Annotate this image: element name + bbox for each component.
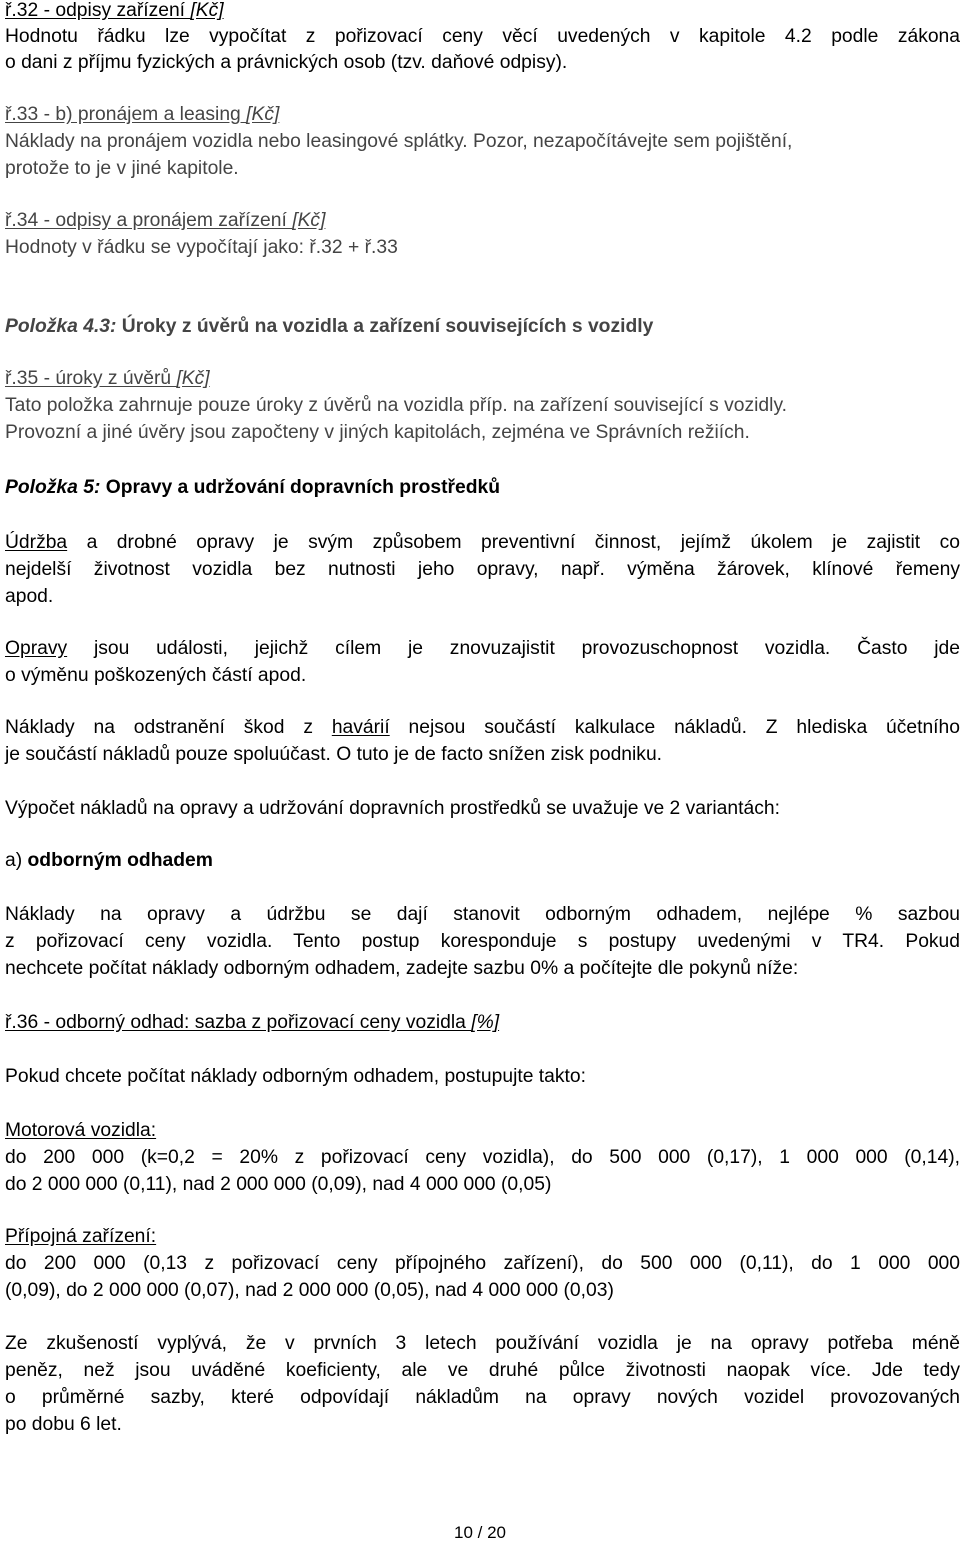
- trailer-line2: (0,09), do 2 000 000 (0,07), nad 2 000 000 (0,05), nad 4 000 000 (0,03): [5, 1280, 614, 1301]
- maint-line3: apod.: [5, 586, 54, 607]
- item-4-3-heading: Položka 4.3: Úroky z úvěrů na vozidla a zařízení souvisejících s vozidly: [5, 316, 654, 337]
- howto-line1: Pokud chcete počítat náklady odborným odhadem, postupujte takto:: [5, 1066, 586, 1087]
- accidents-line1: Náklady na odstranění škod z havárií nejsou součástí kalkulace nákladů. Z hlediska účetního: [5, 717, 960, 738]
- experience-line2: peněz, než jsou uváděné koeficienty, ale ve druhé půlce životnosti naopak více. Jde tedy: [5, 1360, 960, 1381]
- maint-line1: Údržba a drobné opravy je svým způsobem preventivní činnost, jejímž úkolem je zajistit co: [5, 532, 960, 553]
- r35-title-text: ř.35 - úroky z úvěrů [Kč]: [5, 368, 210, 389]
- motor-line2: do 2 000 000 (0,11), nad 2 000 000 (0,09), nad 4 000 000 (0,05): [5, 1174, 552, 1195]
- trailer-heading: Přípojná zařízení:: [5, 1226, 157, 1247]
- r33-title: [5, 102, 960, 129]
- r32-title: [5, 0, 960, 25]
- maint-line2: nejdelší životnost vozidla bez nutnosti jeho opravy, např. výměna žárovek, klínové řemeny: [5, 559, 960, 580]
- trailer-line1: do 200 000 (0,13 z pořizovací ceny přípojného zařízení), do 500 000 (0,11), do 1 000 000: [5, 1253, 960, 1274]
- r32-line2: o dani z příjmu fyzických a právnických osob (tzv. daňové odpisy).: [5, 52, 568, 73]
- motor-line1: do 200 000 (k=0,2 = 20% z pořizovací ceny vozidla), do 500 000 (0,17), 1 000 000 (0,14),: [5, 1147, 960, 1168]
- variant-a-heading: a) odborným odhadem: [5, 850, 213, 871]
- repairs-line2: o výměnu poškozených částí apod.: [5, 665, 307, 686]
- r35-title: [5, 366, 960, 393]
- r34-line1: Hodnoty v řádku se vypočítají jako: ř.32 + ř.33: [5, 237, 398, 258]
- item-5-heading: Položka 5: Opravy a udržování dopravních prostředků: [5, 477, 501, 498]
- r33-line1: Náklady na pronájem vozidla nebo leasingové splátky. Pozor, nezapočítávejte sem pojištění,: [5, 131, 793, 152]
- repairs-line1: Opravy jsou události, jejichž cílem je znovuzajistit provozuschopnost vozidla. Často jde: [5, 638, 960, 659]
- experience-line4: po dobu 6 let.: [5, 1414, 122, 1435]
- r33-title-text: ř.33 - b) pronájem a leasing [Kč]: [5, 104, 280, 125]
- estimate-line3: nechcete počítat náklady odborným odhadem, zadejte sazbu 0% a počítejte dle pokynů níže:: [5, 958, 799, 979]
- repairs-term: Opravy: [5, 638, 68, 659]
- estimate-line1: Náklady na opravy a údržbu se dají stanovit odborným odhadem, nejlépe % sazbou: [5, 904, 960, 925]
- page-number: 10 / 20: [454, 1523, 506, 1542]
- motor-heading: Motorová vozidla:: [5, 1120, 157, 1141]
- r34-title-text: ř.34 - odpisy a pronájem zařízení [Kč]: [5, 210, 326, 231]
- estimate-line2: z pořizovací ceny vozidla. Tento postup koresponduje s postupy uvedenými v TR4. Pokud: [5, 931, 960, 952]
- maint-term: Údržba: [5, 532, 68, 553]
- r33-line2: protože to je v jiné kapitole.: [5, 158, 239, 179]
- r35-line1: Tato položka zahrnuje pouze úroky z úvěrů na vozidla příp. na zařízení související s vozidly.: [5, 395, 788, 416]
- accidents-line2: je součástí nákladů pouze spoluúčast. O tuto je de facto snížen zisk podniku.: [5, 744, 663, 765]
- r36-title-text: ř.36 - odborný odhad: sazba z pořizovací ceny vozidla [%]: [5, 1012, 500, 1033]
- accidents-term: havárií: [331, 717, 390, 738]
- r35-line2: Provozní a jiné úvěry jsou započteny v jiných kapitolách, zejména ve Správních režiích.: [5, 422, 750, 443]
- experience-line3: o průměrné sazby, které odpovídají nákladům na opravy nových vozidel provozovaných: [5, 1387, 960, 1408]
- calc-line1: Výpočet nákladů na opravy a udržování dopravních prostředků se uvažuje ve 2 variantách:: [5, 798, 780, 819]
- r32-line1: Hodnotu řádku lze vypočítat z pořizovací ceny věcí uvedených v kapitole 4.2 podle zákona: [5, 26, 960, 47]
- r36-title: [5, 1010, 960, 1037]
- r34-title: [5, 208, 960, 235]
- r32-title-text: ř.32 - odpisy zařízení [Kč]: [5, 0, 224, 21]
- experience-line1: Ze zkušeností vyplývá, že v prvních 3 letech používání vozidla je na opravy potřeba méně: [5, 1333, 960, 1354]
